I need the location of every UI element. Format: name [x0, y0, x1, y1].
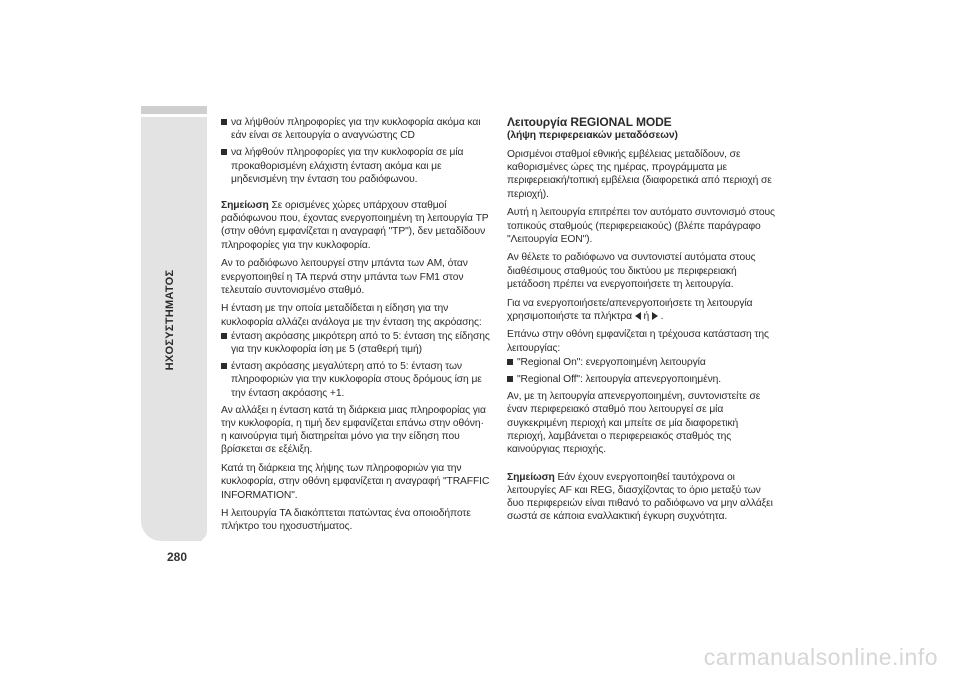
side-tab-panel-edge [197, 117, 207, 541]
list-item-text: να λήφθούν πληροφορίες για την κυκλοφορία σε μία προκαθορισμένη ελάχιστη ένταση ακόμα και με μηδενισμένη την ένταση του ραδιόφωνου. [231, 147, 464, 185]
note-paragraph [507, 471, 779, 524]
list-item-text: ένταση ακρόασης μεγαλύτερη από το 5: ένταση των πληροφοριών για την κυκλοφορία στους δρόμους ίση με την ένταση ακρόασης +1. [231, 361, 482, 399]
section-tab-label: ΗΧΟΣΥΣΤΗΜΑΤΟΣ [164, 269, 176, 371]
paragraph-text: Για να ενεργοποιήσετε/απενεργοποιήσετε τη λειτουργία χρησιμοποιήστε τα πλήκτρα [507, 297, 753, 322]
list-item [221, 330, 491, 356]
page-number: 280 [166, 550, 188, 564]
note-label: Σημείωση [507, 471, 555, 483]
paragraph: Αν, με τη λειτουργία απενεργοποιημένη, συντονιστείτε σε έναν περιφερειακό σταθμό που λειτουργεί σε μία συγκεκριμένη περιοχή και μπείτε σε μία διαφορετική περιοχή, λαμβάνεται ο περιφερειακός σταθμός της καινούργιας περιοχής. [507, 391, 761, 456]
bullet-box-icon [221, 363, 227, 369]
side-tab-band [141, 106, 207, 114]
right-column [507, 116, 779, 529]
list-item-text: "Regional Off": λειτουργία απενεργοποιημένη. [517, 374, 722, 386]
bullet-box-icon [507, 359, 513, 365]
list-item [507, 356, 779, 369]
paragraph-text: ή [640, 310, 652, 322]
list-item [507, 373, 779, 386]
list-item-text: "Regional On": ενεργοποιημένη λειτουργία [517, 356, 706, 368]
paragraph: Αυτή η λειτουργία επιτρέπει τον αυτόματο συντονισμό στους τοπικούς σταθμούς (περιφερειακούς) (βλέπε παράγραφο "Λειτουργία EON"). [507, 207, 775, 245]
bullet-box-icon [221, 119, 227, 125]
watermark-text: carmanualsonline.info [703, 644, 938, 670]
paragraph [507, 297, 779, 323]
paragraph: Επάνω στην οθόνη εμφανίζεται η τρέχουσα κατάσταση της λειτουργίας: [507, 329, 769, 354]
note-label: Σημείωση [221, 200, 269, 212]
bullet-box-icon [507, 376, 513, 382]
paragraph: Η λειτουργία TA διακόπτεται πατώντας ένα οποιοδήποτε πλήκτρο του ηχοσυστήματος. [221, 508, 471, 533]
section-heading: Λειτουργία REGIONAL MODE [507, 115, 672, 129]
section-subheading: (λήψη περιφερειακών μεταδόσεων) [507, 130, 678, 141]
paragraph: Η ένταση με την οποία μεταδίδεται η είδηση για την κυκλοφορία αλλάζει ανάλογα με την ένταση της ακρόασης: [221, 303, 482, 328]
list-item [221, 360, 491, 400]
paragraph: Ορισμένοι σταθμοί εθνικής εμβέλειας μεταδίδουν, σε καθορισμένες ώρες της ημέρας, προγράμματα με περιφερειακή/τοπική εμβέλεια (διαφορετικά από περιοχή σε περιοχή). [507, 149, 772, 200]
paragraph: Αν αλλάξει η ένταση κατά τη διάρκεια μιας πληροφορίας για την κυκλοφορία, η τιμή δεν εμφανίζεται επάνω στην οθόνη· η καινούργια τιμή διατηρείται μόνο για την είδηση που βρίσκεται σε εξέλιξη. [221, 404, 486, 456]
list-item [221, 146, 491, 186]
note-paragraph [221, 199, 491, 252]
paragraph: Κατά τη διάρκεια της λήψης των πληροφοριών για την κυκλοφορία, στην οθόνη εμφανίζεται η αναγραφή "TRAFFIC INFORMATION". [221, 463, 490, 501]
bullet-box-icon [221, 333, 227, 339]
left-column [221, 116, 491, 539]
list-item-text: να λήψθούν πληροφορίες για την κυκλοφορία ακόμα και εάν είναι σε λειτουργία ο αναγνώστης CD [231, 117, 481, 142]
bullet-box-icon [221, 149, 227, 155]
paragraph-text: . [657, 310, 664, 322]
note-text: Σε ορισμένες χώρες υπάρχουν σταθμοί ραδιόφωνου που, έχοντας ενεργοποιημένη τη λειτουργία TP (στην οθόνη εμφανίζεται η αναγραφή "TP"), δεν μεταδίδουν πληροφορίες για την κυκλοφορία. [221, 200, 489, 251]
note-text: Εάν έχουν ενεργοποιηθεί ταυτόχρονα οι λειτουργίες AF και REG, διασχίζοντας το όριο μεταξύ των δυο περιφερειών είναι πιθανό το ραδιόφωνο να μην αλλάξει σωστά σε κάποια εναλλακτική έγκυρη συχνότητα. [507, 471, 773, 523]
paragraph: Αν θέλετε το ραδιόφωνο να συντονιστεί αυτόματα στους διαθέσιμους σταθμούς του δικτύου με περιφερειακή μετάδοση πρέπει να ενεργοποιήσετε τη λειτουργία. [507, 252, 756, 290]
list-item [221, 116, 491, 142]
paragraph: Αν το ραδιόφωνο λειτουργεί στην μπάντα των AM, όταν ενεργοποιηθεί η TA περνά στην μπάντα των FM1 στον τελευταίο συντονισμένο σταθμό. [221, 258, 468, 296]
list-item-text: ένταση ακρόασης μικρότερη από το 5: ένταση της είδησης για την κυκλοφορία ίση με 5 (σταθερή τιμή) [231, 330, 490, 356]
